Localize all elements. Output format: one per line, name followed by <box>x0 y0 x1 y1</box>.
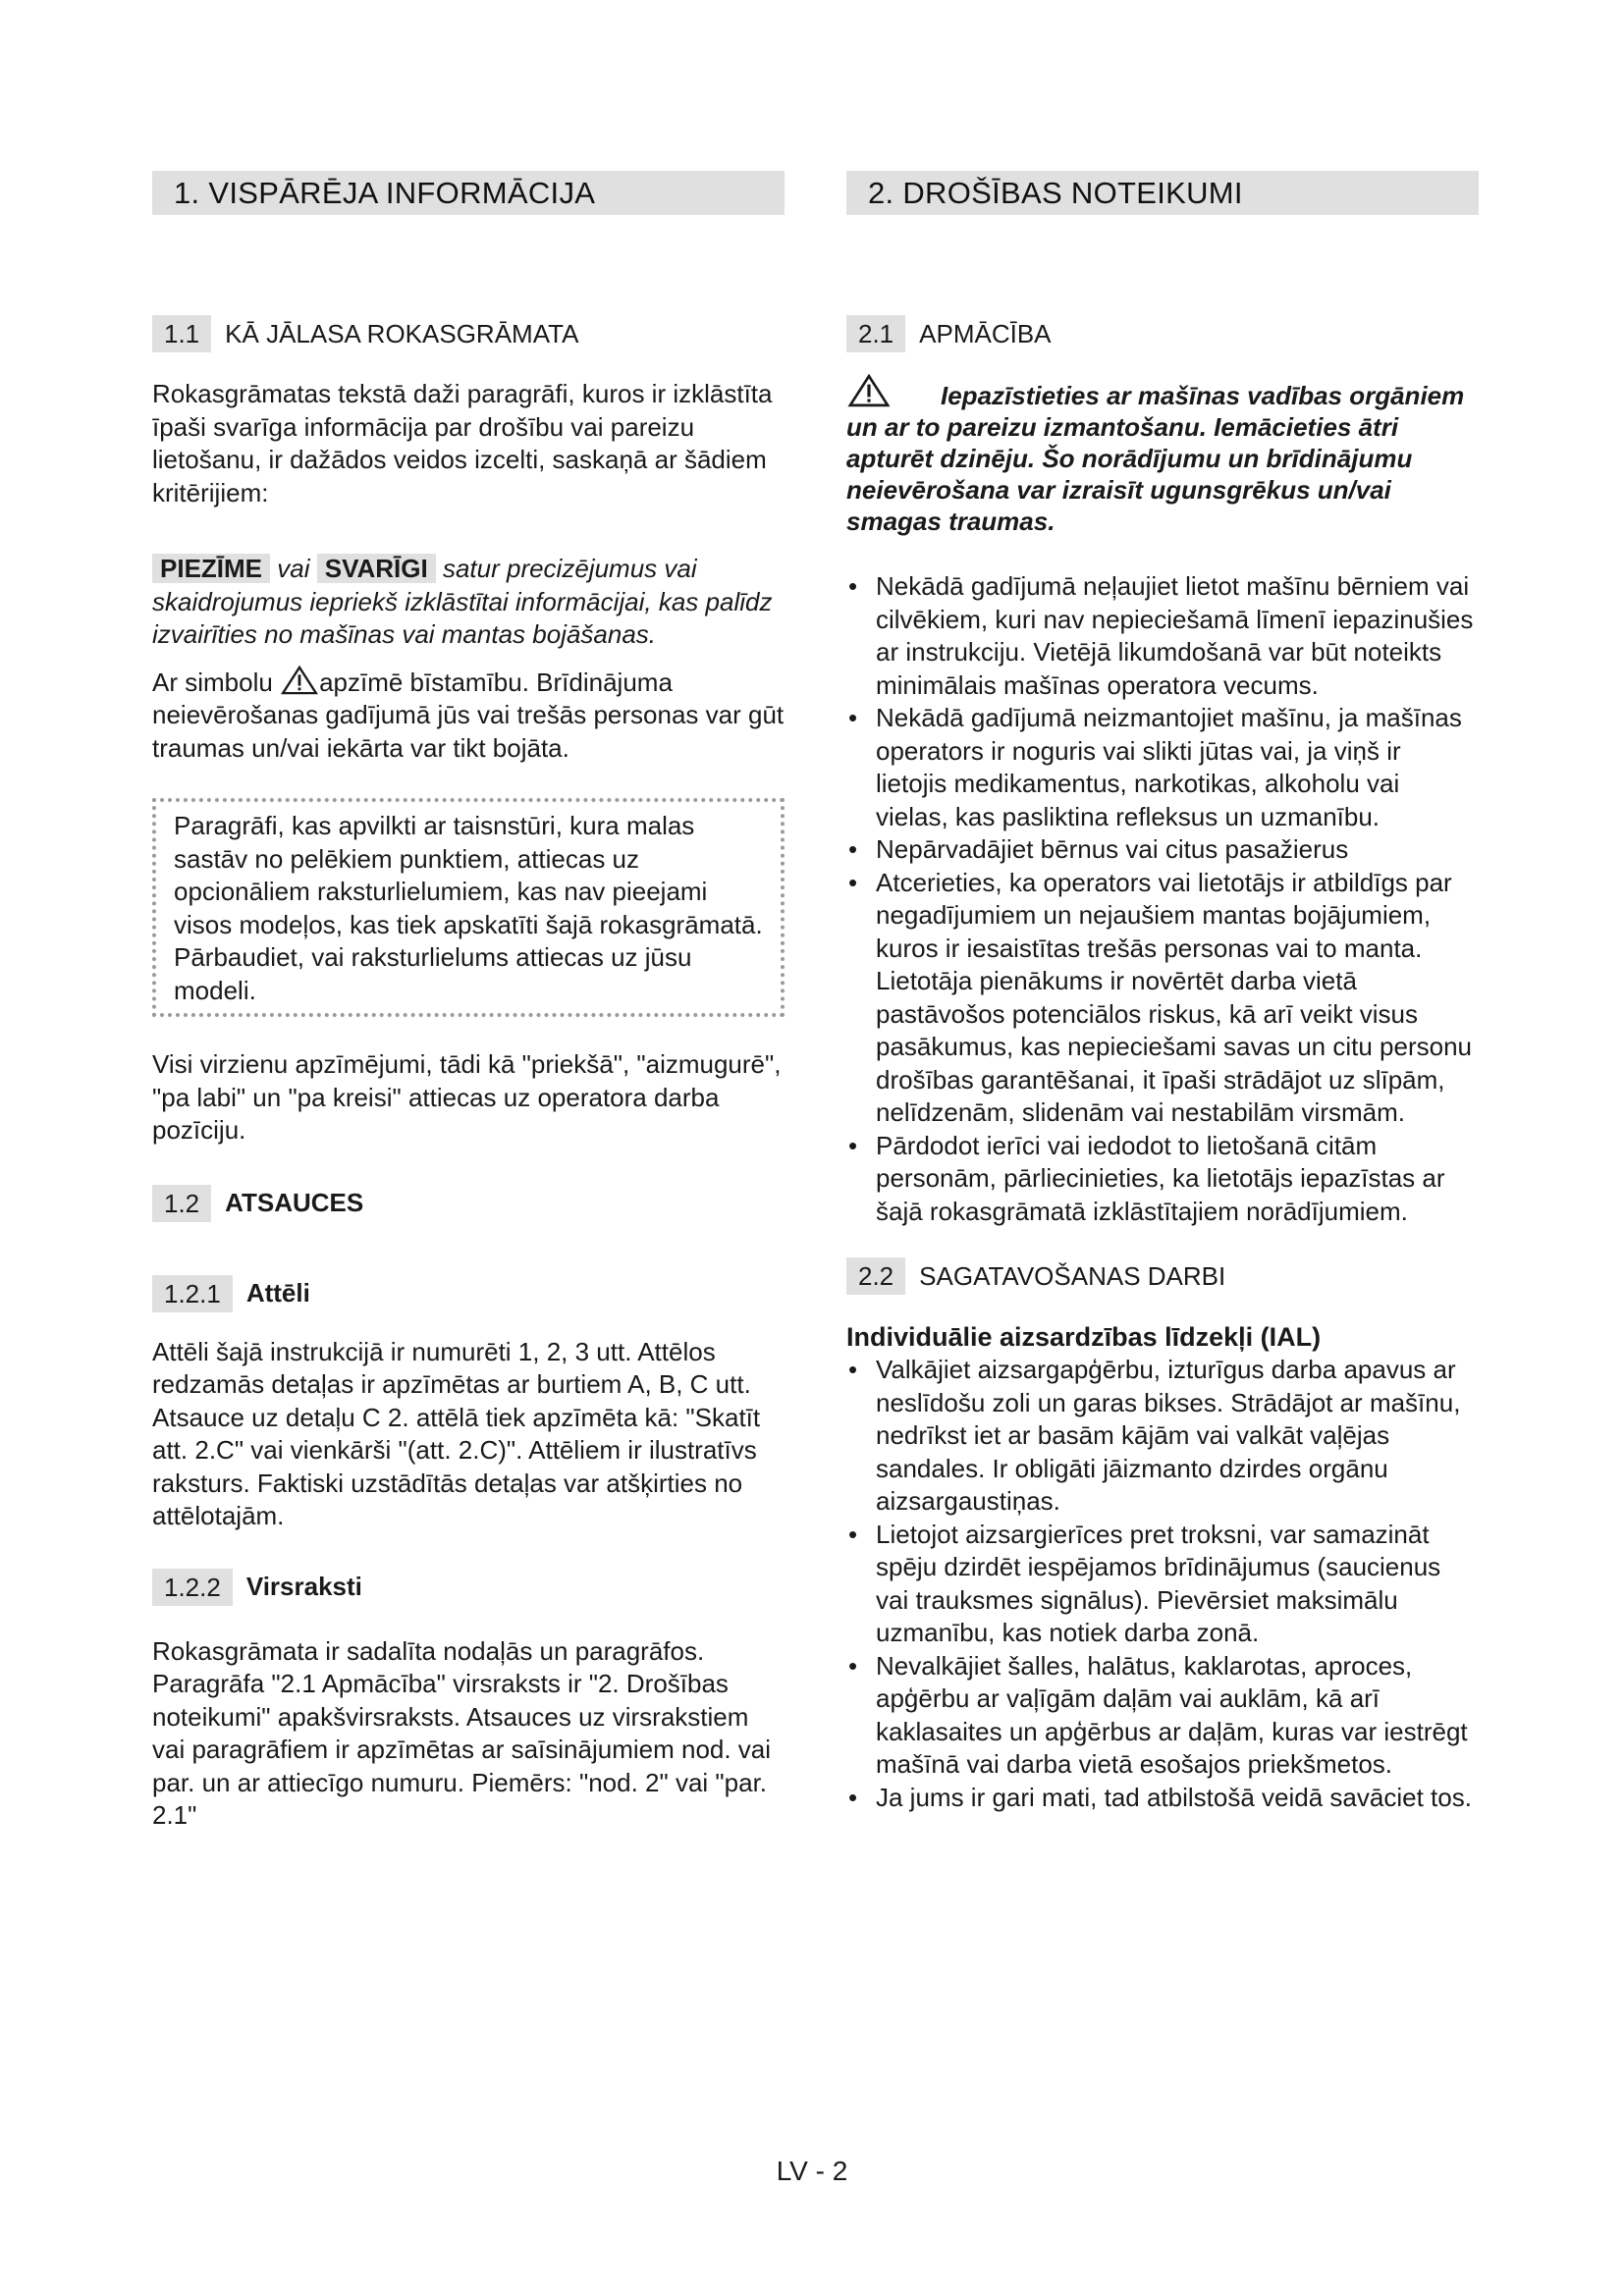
training-warning-text: Iepazīstieties ar mašīnas vadības orgāniem un ar to pareizu izmantošanu. Iemācieties ātri apturēt dzinēju. Šo norādījumu un brīdinājumu neievērošana var izraisīt ugunsgrēkus un/vai smagas traumas. <box>846 381 1465 536</box>
warning-triangle-icon <box>846 374 892 407</box>
subsection-heading-1-2-1 <box>152 1275 785 1312</box>
subsection-heading-2-2 <box>846 1257 1479 1295</box>
list-item: • Nekādā gadījumā neļaujiet lietot mašīnu bērniem vai cilvēkiem, kuri nav nepieciešamā līmenī iepazinušies ar instrukciju. Vietējā likumdošanā var būt noteikts minimālais mašīnas operatora vecums. <box>846 570 1479 702</box>
subsection-title: KĀ JĀLASA ROKASGRĀMATA <box>225 318 579 348</box>
list-item: • Lietojot aizsargierīces pret troksni, var samazināt spēju dzirdēt iespējamos brīdinājumus (saucienus vai trauksmes signālus). Pievērsiet maksimālu uzmanību, kas notiek darba zonā. <box>846 1519 1479 1650</box>
paragraph-symbol <box>152 666 785 766</box>
section-title-general-info: 1. VISPĀRĒJA INFORMĀCIJA <box>152 171 785 215</box>
subsection-number: 1.2.2 <box>152 1569 233 1606</box>
note-rest: satur precizējumus vai skaidrojumus iepriekš izklāstītai informācijai, kas palīdz izvairīties no mašīnas vai mantas bojāšanas. <box>152 554 773 649</box>
subsection-title: ATSAUCES <box>225 1188 364 1217</box>
list-item: • Atcerieties, ka operators vai lietotājs ir atbildīgs par negadījumiem un nejaušiem mantas bojājumiem, kuros ir iesaistītas trešās personas vai to manta. Lietotāja pienākums ir novērtēt darba vietā pastāvošos potenciālos riskus, kā arī veikt visus pasākumus, kas nepieciešami savas un citu personu drošības garantēšanai, it īpaši strādājot uz slīpām, nelīdzenām, slidenām vai nestabilām virsmām. <box>846 867 1479 1130</box>
list-item: • Valkājiet aizsargapģērbu, izturīgus darba apavus ar neslīdošu zoli un garas bikses. Strādājot ar mašīnu, nedrīkst iet ar basām kājām vai valkāt vaļējas sandales. Ir obligāti jāizmanto dzirdes orgānu aizsargaustiņas. <box>846 1354 1479 1519</box>
subsection-heading-2-1 <box>846 315 1479 352</box>
important-label: SVARĪGI <box>317 554 436 583</box>
section-title-safety-rules: 2. DROŠĪBAS NOTEIKUMI <box>846 171 1479 215</box>
symbol-pre: Ar simbolu <box>152 667 273 697</box>
ppe-bullet-list <box>846 1354 1479 1814</box>
subsection-title: Attēli <box>245 1278 310 1308</box>
subsection-title: Virsraksti <box>245 1572 362 1601</box>
note-vai: vai <box>277 554 310 583</box>
training-bullet-list <box>846 570 1479 1228</box>
subsection-title: SAGATAVOŠANAS DARBI <box>919 1260 1226 1291</box>
ppe-heading: Individuālie aizsardzības līdzekļi (IAL) <box>846 1322 1322 1352</box>
paragraph-figures: Attēli šajā instrukcijā ir numurēti 1, 2, 3 utt. Attēlos redzamās detaļas ir apzīmētas ar burtiem A, B, C utt. Atsauce uz detaļu C 2. attēlā tiek apzīmēta kā: "Skatīt att. 2.C" vai vienkārši "(att. 2.C)". Attēliem ir ilustratīvs raksturs. Faktiski uzstādītās detaļas var atšķirties no attēlotajām. <box>152 1336 761 1530</box>
list-item: • Nepārvadājiet bērnus vai citus pasažierus <box>846 833 1479 867</box>
optional-features-box <box>152 798 785 1017</box>
page-number: LV - 2 <box>776 2156 848 2186</box>
subsection-number: 1.1 <box>152 315 211 352</box>
subsection-title: APMĀCĪBA <box>919 318 1052 348</box>
left-column <box>152 171 785 1833</box>
list-item: • Pārdodot ierīci vai iedodot to lietošanā citām personām, pārliecinieties, ka lietotājs iepazīstas ar šajā rokasgrāmatā izklāstītajiem norādījumiem. <box>846 1130 1479 1229</box>
note-label: PIEZĪME <box>152 554 270 583</box>
subsection-number: 1.2 <box>152 1185 211 1222</box>
right-column <box>846 171 1479 1814</box>
subsection-number: 2.2 <box>846 1257 905 1295</box>
symbol-post: apzīmē bīstamību. Brīdinājuma neievērošanas gadījumā jūs vai trešās personas var gūt traumas un/vai iekārta var tikt bojāta. <box>152 667 785 763</box>
subsection-heading-1-2-2 <box>152 1569 785 1606</box>
subsection-heading-1-2 <box>152 1185 785 1222</box>
warning-triangle-icon <box>280 666 319 695</box>
optional-features-text: Paragrāfi, kas apvilkti ar taisnstūri, kura malas sastāv no pelēkiem punktiem, attiecas uz opcionāliem raksturlielumiem, kas nav pieejami visos modeļos, kas tiek apskatīti šajā rokasgrāmatā. Pārbaudiet, vai raksturlielums attiecas uz jūsu modeli. <box>174 811 763 1005</box>
list-item: • Nekādā gadījumā neizmantojiet mašīnu, ja mašīnas operators ir noguris vai slikti jūtas vai, ja viņš ir lietojis medikamentus, narkotikas, alkoholu vai vielas, kas pasliktina refleksus un uzmanību. <box>846 702 1479 833</box>
list-item: • Ja jums ir gari mati, tad atbilstošā veidā savāciet tos. <box>846 1782 1479 1815</box>
training-warning <box>846 374 1479 537</box>
paragraph-headings: Rokasgrāmata ir sadalīta nodaļās un paragrāfos. Paragrāfa "2.1 Apmācība" virsraksts ir "2. Drošības noteikumi" apakšvirsraksts. Atsauces uz virsrakstiem vai paragrāfiem ir apzīmētas ar saīsinājumiem nod. vai par. un ar attiecīgo numuru. Piemērs: "nod. 2" vai "par. 2.1" <box>152 1635 772 1830</box>
subsection-number: 1.2.1 <box>152 1275 233 1312</box>
paragraph-intro: Rokasgrāmatas tekstā daži paragrāfi, kuros ir izklāstīta īpaši svarīga informācija par drošību vai pareizu lietošanu, ir dažādos veidos izcelti, saskaņā ar šādiem kritērijiem: <box>152 379 773 507</box>
paragraph-note <box>152 553 785 652</box>
paragraph-directions: Visi virzienu apzīmējumi, tādi kā "priekšā", "aizmugurē", "pa labi" un "pa kreisi" attiecas uz operatora darba pozīciju. <box>152 1049 782 1145</box>
subsection-heading-1-1 <box>152 315 785 352</box>
subsection-number: 2.1 <box>846 315 905 352</box>
list-item: • Nevalkājiet šalles, halātus, kaklarotas, aproces, apģērbu ar vaļīgām daļām vai auklām, kā arī kaklasaites un apģērbus ar daļām, kuras var iestrēgt mašīnā vai darba vietā esošajos priekšmetos. <box>846 1650 1479 1782</box>
